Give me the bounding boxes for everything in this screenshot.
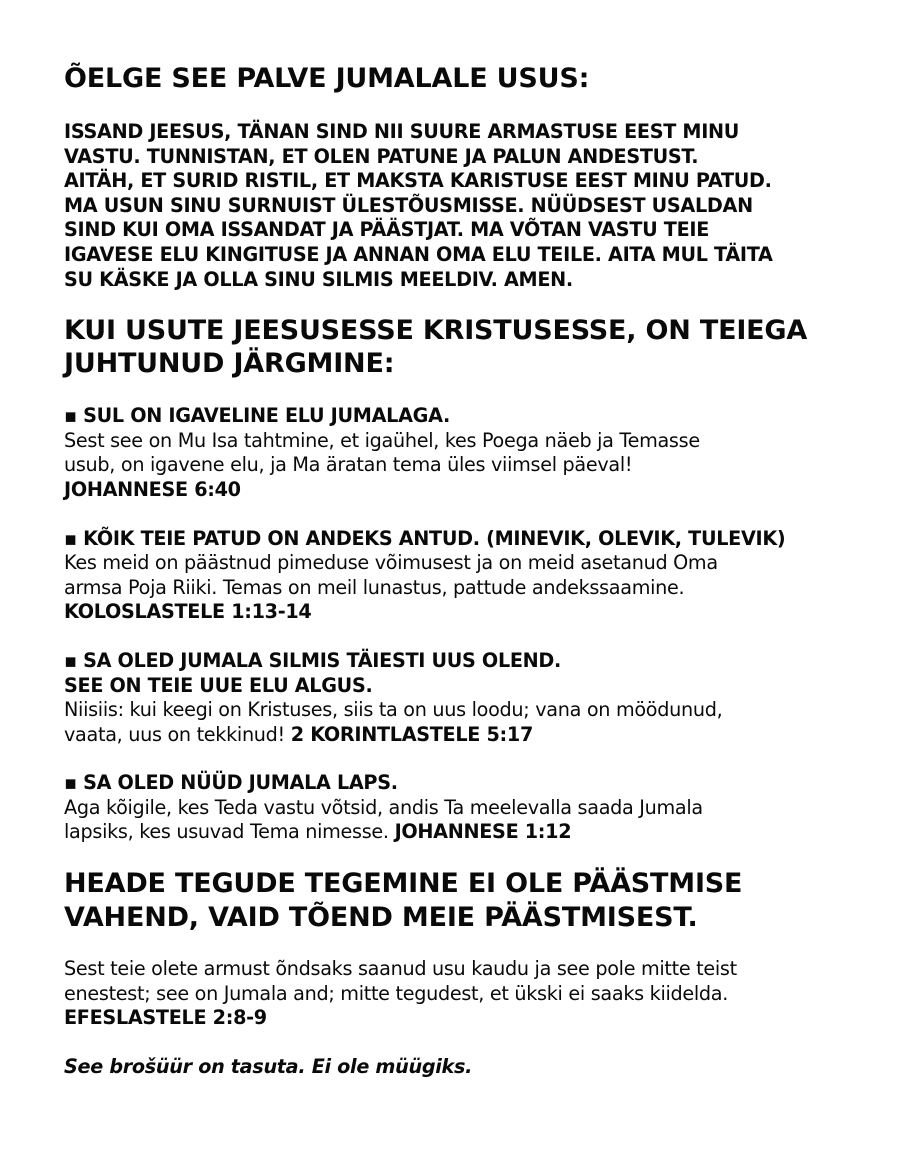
point-text-line [64, 820, 854, 845]
bullet-icon: ▪ [64, 771, 77, 795]
point-heading-text: SUL ON IGAVELINE ELU JUMALAGA. [83, 404, 450, 428]
bullet-icon: ▪ [64, 648, 77, 672]
point-heading [64, 527, 854, 552]
bullet-icon: ▪ [64, 526, 77, 550]
bullet-icon: ▪ [64, 404, 77, 428]
point-eternal-life [64, 404, 854, 502]
heading-line: VAHEND, VAID TÕEND MEIE PÄÄSTMISEST. [64, 902, 698, 934]
scripture-reference: KOLOSLASTELE 1:13-14 [64, 600, 312, 624]
point-subheading: SEE ON TEIE UUE ELU ALGUS. [64, 673, 373, 697]
point-text-line [64, 723, 854, 748]
prayer-line: SU KÄSKE JA OLLA SINU SILMIS MEELDIV. AMEN. [64, 267, 573, 291]
point-text-line: Aga kõigile, kes Teda vastu võtsid, andis Ta meelevalla saada Jumala [64, 795, 703, 819]
prayer-line: AITÄH, ET SURID RISTIL, ET MAKSTA KARISTUSE EEST MINU PATUD. [64, 169, 772, 193]
scripture-reference: EFESLASTELE 2:8-9 [64, 1006, 267, 1030]
prayer-line: IGAVESE ELU KINGITUSE JA ANNAN OMA ELU TEILE. AITA MUL TÄITA [64, 242, 773, 266]
section-heading-good-works [64, 867, 854, 935]
heading-line: KUI USUTE JEESUSESSE KRISTUSESSE, ON TEIEGA [64, 315, 808, 347]
point-text-line: Niisiis: kui keegi on Kristuses, siis ta on uus loodu; vana on möödunud, [64, 698, 723, 722]
footer-note: See brošüür on tasuta. Ei ole müügiks. [64, 1054, 473, 1078]
point-new-creation [64, 649, 854, 747]
page-title: ÕELGE SEE PALVE JUMALALE USUS: [64, 63, 590, 94]
point-text-line: enestest; see on Jumala and; mitte tegudest, et ükski ei saaks kiidelda. [64, 981, 729, 1005]
prayer-line: ISSAND JEESUS, TÄNAN SIND NII SUURE ARMASTUSE EEST MINU [64, 120, 740, 143]
prayer-text [64, 120, 854, 292]
point-heading [64, 404, 854, 429]
point-text-line: usub, on igavene elu, ja Ma äratan tema üles viimsel päeval! [64, 453, 633, 477]
point-heading [64, 771, 854, 796]
scripture-reference: JOHANNESE 6:40 [64, 477, 241, 501]
point-text-line: armsa Poja Riiki. Temas on meil lunastus, pattude andekssaamine. [64, 575, 685, 599]
heading-line: JUHTUNUD JÄRGMINE: [64, 348, 395, 380]
point-heading [64, 649, 854, 674]
scripture-reference: 2 KORINTLASTELE 5:17 [290, 722, 534, 746]
heading-line: HEADE TEGUDE TEGEMINE EI OLE PÄÄSTMISE [64, 868, 743, 900]
point-heading-text: KÕIK TEIE PATUD ON ANDEKS ANTUD. (MINEVIK, OLEVIK, TULEVIK) [83, 526, 786, 550]
point-child-of-god [64, 771, 854, 845]
point-text: vaata, uus on tekkinud! [64, 722, 285, 746]
point-sins-forgiven [64, 527, 854, 625]
prayer-line: SIND KUI OMA ISSANDAT JA PÄÄSTJAT. MA VÕTAN VASTU TEIE [64, 218, 710, 242]
good-works-text [64, 957, 854, 1031]
point-heading-text: SA OLED NÜÜD JUMALA LAPS. [83, 771, 398, 795]
point-text-line: Sest see on Mu Isa tahtmine, et igaühel, kes Poega näeb ja Temasse [64, 428, 700, 452]
point-text: lapsiks, kes usuvad Tema nimesse. [64, 820, 389, 844]
point-text-line: Kes meid on päästnud pimeduse võimusest ja on meid asetanud Oma [64, 551, 718, 575]
scripture-reference: JOHANNESE 1:12 [394, 820, 572, 844]
prayer-line: MA USUN SINU SURNUIST ÜLESTÕUSMISSE. NÜÜDSEST USALDAN [64, 193, 753, 217]
section-heading-results [64, 314, 854, 380]
prayer-line: VASTU. TUNNISTAN, ET OLEN PATUNE JA PALUN ANDESTUST. [64, 144, 699, 168]
document-page [64, 62, 854, 1079]
point-heading-text: SA OLED JUMALA SILMIS TÄIESTI UUS OLEND. [83, 648, 562, 672]
point-text-line: Sest teie olete armust õndsaks saanud usu kaudu ja see pole mitte teist [64, 957, 737, 981]
